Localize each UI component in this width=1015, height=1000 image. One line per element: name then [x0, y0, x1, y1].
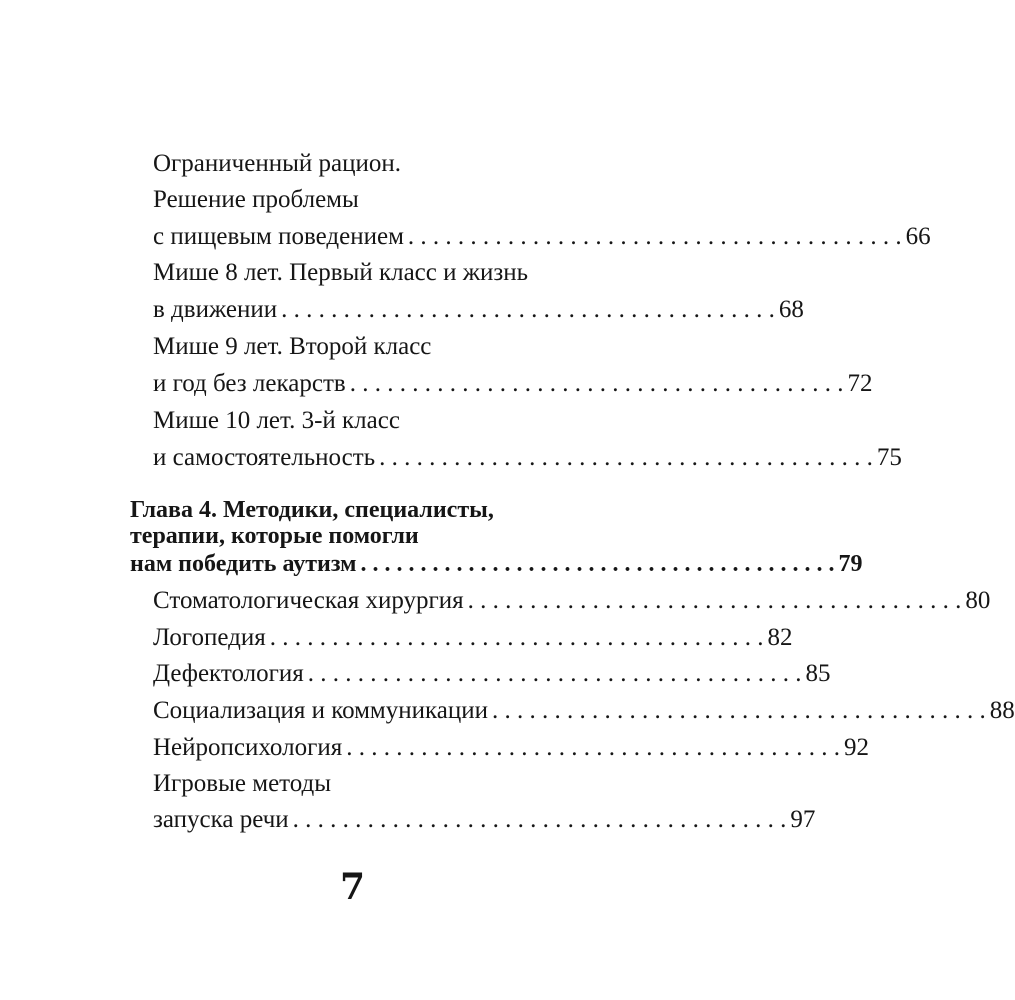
toc-line	[153, 182, 553, 218]
chapter-heading-label: нам победить аутизм	[130, 551, 357, 577]
dot-leader: . . . . . . . . . . . . . . . . . . . . . . . . . . . . . . . . . . . . . . . .	[281, 296, 775, 323]
toc-entry[interactable]	[153, 620, 793, 656]
toc-entry-label: Стоматологическая хирургия	[153, 587, 464, 614]
toc-page-number: 88	[989, 697, 1015, 724]
toc-entry[interactable]	[153, 292, 804, 328]
toc-line	[153, 403, 553, 439]
toc-page-number: 75	[876, 444, 902, 471]
toc-page-number: 80	[965, 587, 991, 614]
toc-entry-label: Решение проблемы	[153, 186, 359, 213]
toc-page-number: 97	[790, 806, 816, 833]
toc-entry[interactable]	[153, 730, 869, 766]
toc-entry-label: Дефектология	[153, 660, 304, 687]
toc-entry-label: Логопедия	[153, 624, 266, 651]
toc-entry-label: Мише 9 лет. Второй класс	[153, 333, 432, 360]
toc-entry[interactable]	[153, 366, 873, 402]
toc-entry-label: Мише 10 лет. 3-й класс	[153, 407, 400, 434]
toc-page-number: 79	[838, 551, 863, 577]
dot-leader: . . . . . . . . . . . . . . . . . . . . . . . . . . . . . . . . . . . . . . . .	[379, 444, 873, 471]
dot-leader: . . . . . . . . . . . . . . . . . . . . . . . . . . . . . . . . . . . . . . . .	[292, 806, 787, 833]
toc-entry[interactable]	[153, 440, 902, 476]
toc-entry-label: и год без лекарств	[153, 370, 346, 397]
toc-entry-label: Ограниченный рацион.	[153, 150, 401, 177]
toc-entry-label: Мише 8 лет. Первый класс и жизнь	[153, 259, 529, 286]
toc-line	[153, 146, 553, 182]
toc-entry-label: запуска речи	[153, 806, 289, 833]
toc-entry-label: Социализация и коммуникации	[153, 697, 489, 724]
dot-leader: . . . . . . . . . . . . . . . . . . . . . . . . . . . . . . . . . . . . . . . .	[360, 551, 835, 577]
toc-entry-label: в движении	[153, 296, 278, 323]
page-number: 7	[339, 866, 366, 908]
toc-entry[interactable]	[153, 656, 831, 692]
toc-entry[interactable]	[153, 693, 1015, 729]
toc-entry[interactable]	[153, 583, 991, 619]
toc-entry-label: и самостоятельность	[153, 444, 376, 471]
toc-line	[153, 255, 553, 291]
dot-leader: . . . . . . . . . . . . . . . . . . . . . . . . . . . . . . . . . . . . . . . .	[467, 587, 962, 614]
toc-page-number: 85	[805, 660, 831, 687]
toc-page-number: 82	[767, 624, 793, 651]
toc-page-number: 92	[843, 734, 869, 761]
dot-leader: . . . . . . . . . . . . . . . . . . . . . . . . . . . . . . . . . . . . . . . .	[269, 624, 764, 651]
dot-leader: . . . . . . . . . . . . . . . . . . . . . . . . . . . . . . . . . . . . . . . .	[346, 734, 840, 761]
toc-page-number: 68	[778, 296, 804, 323]
toc-entry-label: с пищевым поведением	[153, 223, 404, 250]
chapter-heading-label: терапии, которые помогли	[130, 523, 419, 549]
toc-page-number: 66	[905, 223, 931, 250]
toc-line	[153, 329, 553, 365]
dot-leader: . . . . . . . . . . . . . . . . . . . . . . . . . . . . . . . . . . . . . . . .	[492, 697, 986, 724]
chapter-heading-label: Глава 4. Методики, специалисты,	[130, 497, 494, 523]
toc-entry[interactable]	[153, 802, 816, 838]
toc-entry[interactable]	[153, 219, 931, 255]
toc-line	[153, 766, 553, 802]
toc-page-number: 72	[847, 370, 873, 397]
toc-entry-label: Нейропсихология	[153, 734, 343, 761]
dot-leader: . . . . . . . . . . . . . . . . . . . . . . . . . . . . . . . . . . . . . . . .	[307, 660, 802, 687]
dot-leader: . . . . . . . . . . . . . . . . . . . . . . . . . . . . . . . . . . . . . . . .	[349, 370, 844, 397]
chapter-entry[interactable]	[130, 546, 863, 582]
toc-entry-label: Игровые методы	[153, 770, 332, 797]
dot-leader: . . . . . . . . . . . . . . . . . . . . . . . . . . . . . . . . . . . . . . . .	[407, 223, 902, 250]
